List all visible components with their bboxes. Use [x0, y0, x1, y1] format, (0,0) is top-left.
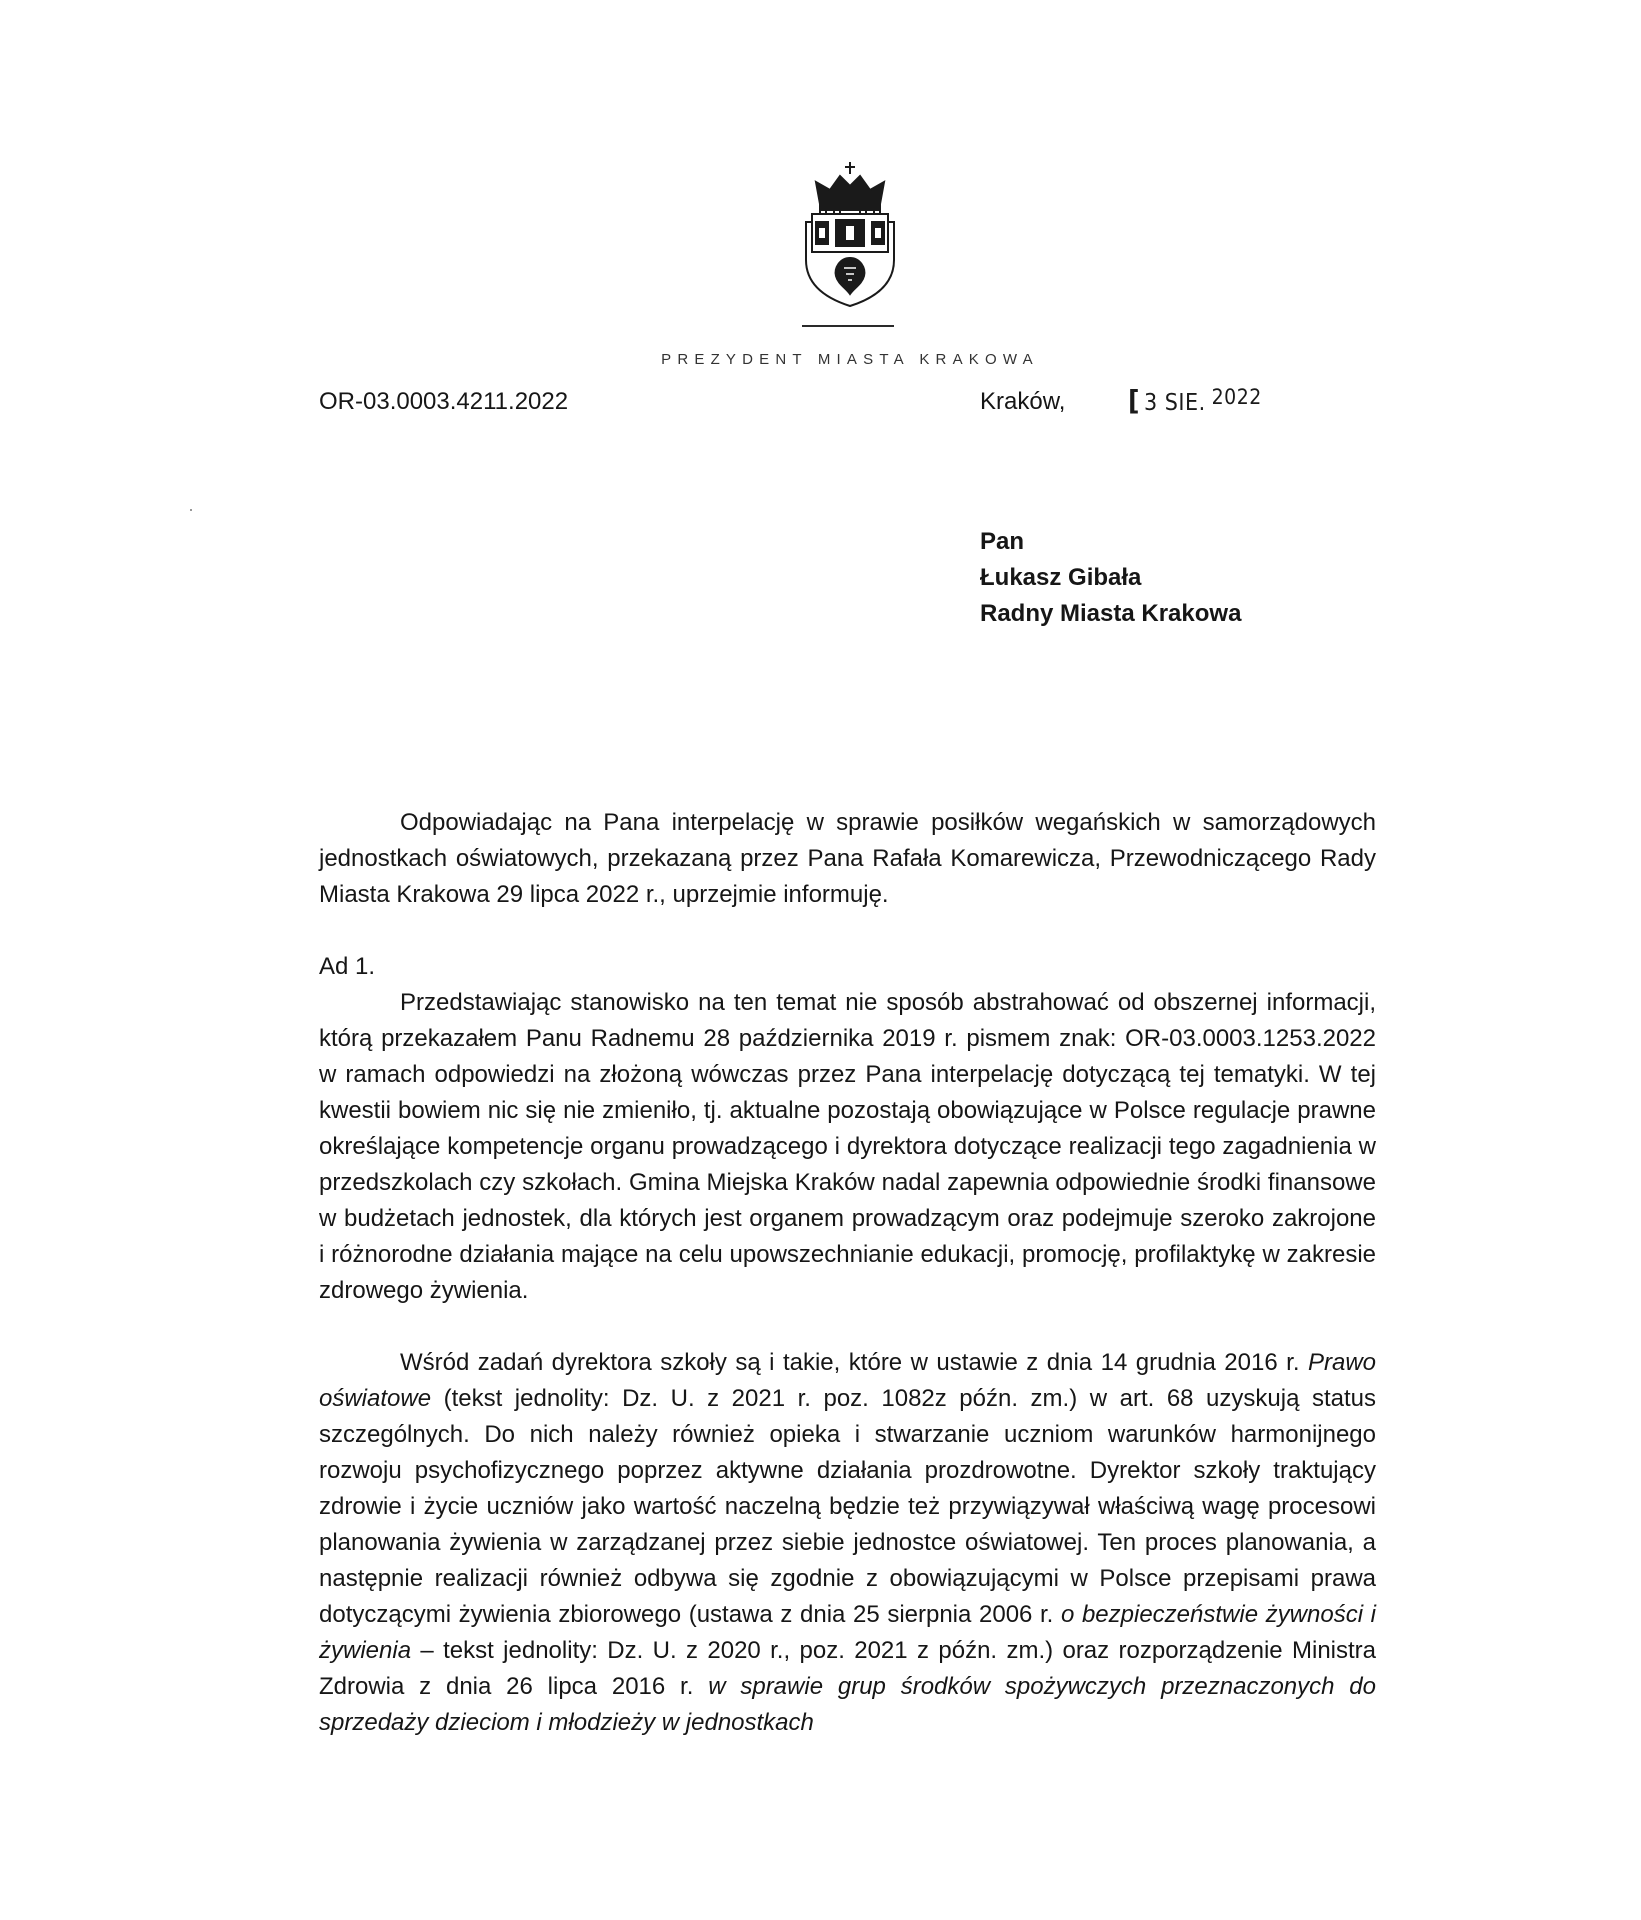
stamp-bracket: [: [1128, 384, 1141, 417]
addressee-salutation: Pan: [980, 528, 1025, 555]
crest-divider: [802, 325, 894, 327]
krakow-coat-of-arms-icon: [800, 160, 900, 308]
legal-text-2: (tekst jednolity: Dz. U. z 2021 r. poz. 1082z późn. zm.) w art. 68 uzyskują status szczególnych. Do nich należy również opieka i stwarzanie uczniom warunków harmonijnego rozwoju psychofizycznego poprzez aktywne działania prozdrowotne. Dyrektor szkoły traktujący zdrowie i życie uczniów jako wartość naczelną będzie też przywiązywał właściwą wagę procesowi planowania żywienia w zarządzanej przez siebie jednostce oświatowej. Ten proces planowania, a następnie realizacji również odbywa się zgodnie z obowiązującymi w Polsce przepisami prawa dotyczącymi żywienia zbiorowego (ustawa z dnia 25 sierpnia 2006 r.: [319, 1385, 1376, 1628]
scan-speck: [190, 509, 192, 511]
addressee-title: Radny Miasta Krakowa: [980, 600, 1242, 627]
intro-paragraph: Odpowiadając na Pana interpelację w sprawie posiłków wegańskich w samorządowych jednostkach oświatowych, przekazaną przez Pana Rafała Komarewicza, Przewodniczącego Rady Miasta Krakowa 29 lipca 2022 r., uprzejmie informuję.: [319, 809, 1376, 908]
ad1-paragraph: Przedstawiając stanowisko na ten temat nie sposób abstrahować od obszernej informacji, którą przekazałem Panu Radnemu 28 października 2019 r. pismem znak: OR-03.0003.1253.2022 w ramach odpowiedzi na złożoną wówczas przez Pana interpelację dotyczącą tej tematyki. W tej kwestii bowiem nic się nie zmieniło, tj. aktualne pozostają obowiązujące w Polsce regulacje prawne określające kompetencje organu prowadzącego i dyrektora dotyczące realizacji tego zagadnienia w przedszkolach czy szkołach. Gmina Miejska Kraków nadal zapewnia odpowiednie środki finansowe w budżetach jednostek, dla których jest organem prowadzącym oraz podejmuje szeroko zakrojone i różnorodne działania mające na celu upowszechnianie edukacji, promocję, profilaktykę w zakresie zdrowego żywienia.: [319, 989, 1376, 1304]
legal-text-3: – tekst jednolity: Dz. U. z 2020 r., poz. 2021 z późn. zm.) oraz rozporządzenie Ministra Zdrowia z dnia 26 lipca 2016 r.: [319, 1637, 1376, 1700]
letter-body: [319, 805, 1376, 1741]
law-title-education: Prawo oświatowe: [319, 1349, 1376, 1412]
regulation-title: w sprawie grup środków spożywczych przeznaczonych do sprzedaży dzieciom i młodzieży w jednostkach: [319, 1673, 1376, 1736]
ad1-heading: Ad 1.: [319, 953, 376, 980]
issuer-name: PREZYDENT MIASTA KRAKOWA: [661, 351, 1039, 368]
date-stamp: [1128, 384, 1262, 417]
legal-text-1: Wśród zadań dyrektora szkoły są i takie, które w ustawie z dnia 14 grudnia 2016 r.: [400, 1349, 1308, 1376]
legal-paragraph: [319, 1345, 1376, 1741]
document-reference: OR-03.0003.4211.2022: [319, 388, 569, 415]
place-label: Kraków,: [980, 388, 1066, 415]
stamp-year: 2022: [1211, 385, 1262, 409]
stamp-day: 3: [1144, 390, 1158, 416]
addressee-name: Łukasz Gibała: [980, 564, 1142, 591]
law-title-food-safety: o bezpieczeństwie żywności i żywienia: [319, 1601, 1377, 1664]
addressee-block: [980, 524, 1241, 632]
stamp-month: SIE.: [1164, 390, 1206, 416]
